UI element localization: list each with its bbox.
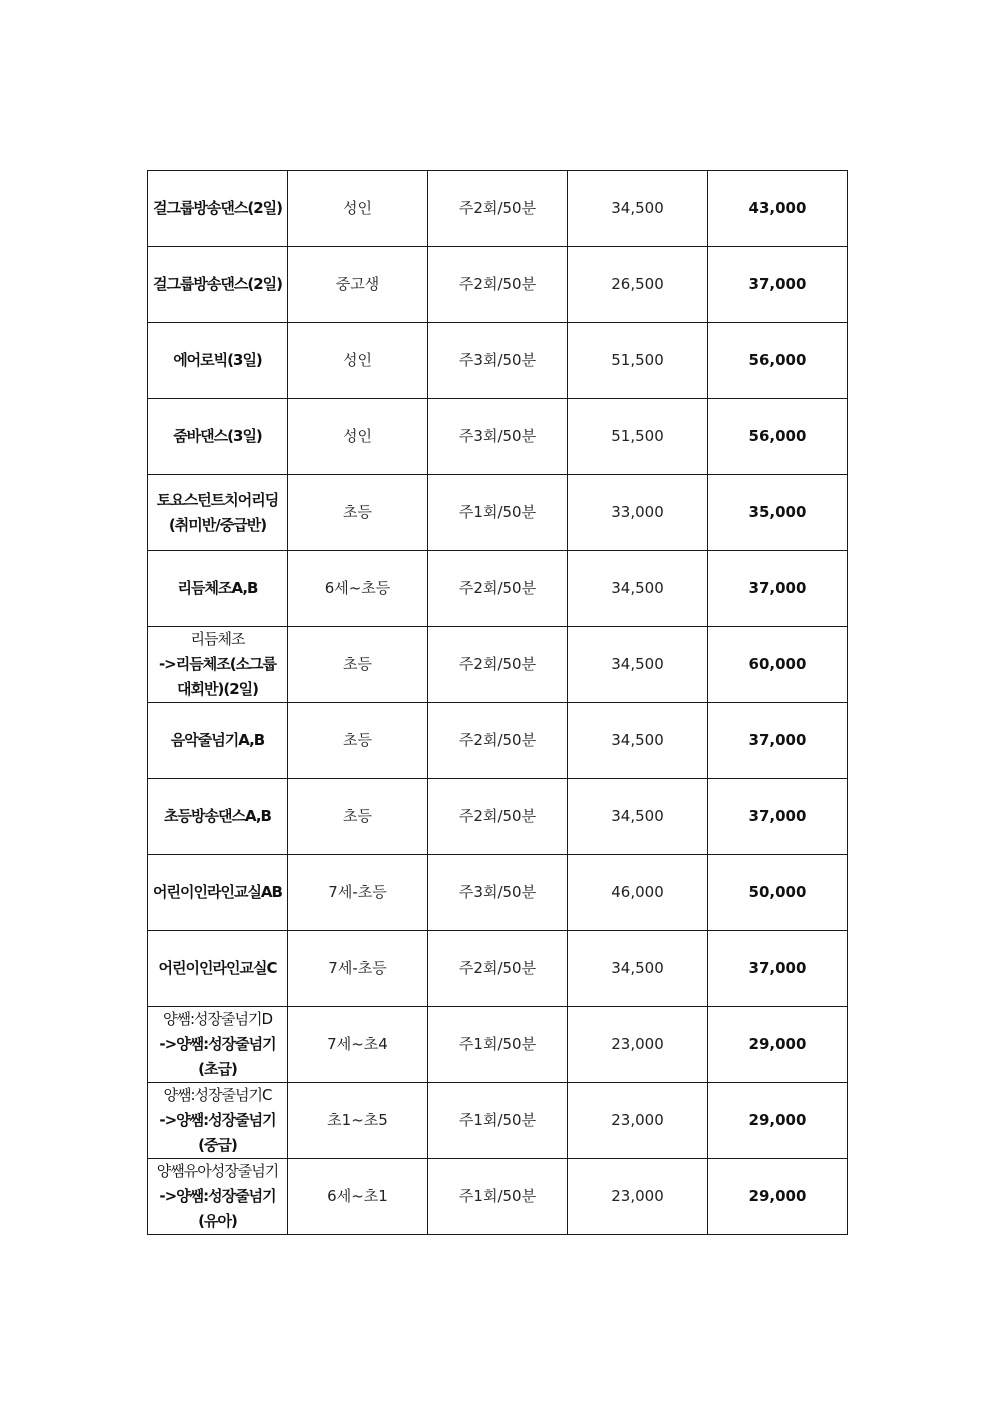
target-cell: 7세-초등 — [288, 855, 428, 931]
fee-b-cell: 29,000 — [708, 1159, 848, 1235]
fee-a-cell: 34,500 — [568, 551, 708, 627]
target-cell: 초1~초5 — [288, 1083, 428, 1159]
program-name-line: 어린이인라인교실C — [158, 959, 277, 977]
fee-b-cell: 29,000 — [708, 1083, 848, 1159]
program-name-line: ->리듬체조(소그룹 — [158, 655, 277, 673]
program-name-cell — [148, 1007, 288, 1083]
frequency-cell: 주1회/50분 — [428, 475, 568, 551]
target-cell: 성인 — [288, 399, 428, 475]
program-name-line: ->양쌤:성장줄넘기 — [159, 1035, 276, 1053]
table-row — [148, 779, 848, 855]
program-name-line: (초급) — [198, 1060, 237, 1078]
fee-a-cell: 26,500 — [568, 247, 708, 323]
fee-a-cell: 34,500 — [568, 171, 708, 247]
fee-b-cell: 56,000 — [708, 399, 848, 475]
table-row — [148, 1083, 848, 1159]
fee-a-cell: 33,000 — [568, 475, 708, 551]
frequency-cell: 주2회/50분 — [428, 779, 568, 855]
fee-b-cell: 37,000 — [708, 247, 848, 323]
frequency-cell: 주2회/50분 — [428, 171, 568, 247]
table-row — [148, 399, 848, 475]
program-name-cell — [148, 551, 288, 627]
table-row — [148, 855, 848, 931]
program-name-cell — [148, 247, 288, 323]
target-cell: 중고생 — [288, 247, 428, 323]
program-name-cell — [148, 323, 288, 399]
fee-b-cell: 37,000 — [708, 551, 848, 627]
fee-a-cell: 34,500 — [568, 627, 708, 703]
frequency-cell: 주3회/50분 — [428, 323, 568, 399]
program-name-cell — [148, 779, 288, 855]
program-name-line: 걸그룹방송댄스(2일) — [152, 199, 283, 217]
target-cell: 초등 — [288, 627, 428, 703]
table-row — [148, 247, 848, 323]
table-row — [148, 1007, 848, 1083]
program-name-cell — [148, 931, 288, 1007]
fee-b-cell: 60,000 — [708, 627, 848, 703]
program-name-cell — [148, 399, 288, 475]
fee-a-cell: 23,000 — [568, 1083, 708, 1159]
table-row — [148, 627, 848, 703]
fee-b-cell: 37,000 — [708, 779, 848, 855]
program-name-line: 리듬체조A,B — [177, 579, 258, 597]
program-name-line: 걸그룹방송댄스(2일) — [152, 275, 283, 293]
table-row — [148, 171, 848, 247]
frequency-cell: 주2회/50분 — [428, 931, 568, 1007]
target-cell: 7세~초4 — [288, 1007, 428, 1083]
table-row — [148, 475, 848, 551]
fee-a-cell: 34,500 — [568, 779, 708, 855]
target-cell: 초등 — [288, 703, 428, 779]
program-name-cell — [148, 855, 288, 931]
table-row — [148, 323, 848, 399]
program-name-line: (중급) — [198, 1136, 237, 1154]
program-name-line: 양쌤유아성장줄넘기 — [156, 1162, 279, 1180]
target-cell: 성인 — [288, 323, 428, 399]
target-cell: 7세-초등 — [288, 931, 428, 1007]
frequency-cell: 주1회/50분 — [428, 1159, 568, 1235]
fee-a-cell: 34,500 — [568, 703, 708, 779]
fee-a-cell: 46,000 — [568, 855, 708, 931]
frequency-cell: 주2회/50분 — [428, 627, 568, 703]
program-name-line: 어린이인라인교실AB — [153, 883, 282, 901]
target-cell: 초등 — [288, 779, 428, 855]
program-name-line: ->양쌤:성장줄넘기 — [159, 1187, 276, 1205]
table-row — [148, 703, 848, 779]
target-cell: 성인 — [288, 171, 428, 247]
fee-a-cell: 34,500 — [568, 931, 708, 1007]
frequency-cell: 주1회/50분 — [428, 1007, 568, 1083]
target-cell: 초등 — [288, 475, 428, 551]
program-fee-table — [147, 170, 848, 1235]
program-name-line: 대회반)(2일) — [177, 680, 258, 698]
program-name-line: 음악줄넘기A,B — [170, 731, 265, 749]
program-name-cell — [148, 1159, 288, 1235]
frequency-cell: 주3회/50분 — [428, 399, 568, 475]
target-cell: 6세~초1 — [288, 1159, 428, 1235]
frequency-cell: 주1회/50분 — [428, 1083, 568, 1159]
program-name-line: 줌바댄스(3일) — [173, 427, 262, 445]
frequency-cell: 주2회/50분 — [428, 703, 568, 779]
frequency-cell: 주2회/50분 — [428, 247, 568, 323]
fee-a-cell: 51,500 — [568, 323, 708, 399]
program-name-line: ->양쌤:성장줄넘기 — [159, 1111, 276, 1129]
program-name-line: 양쌤:성장줄넘기C — [163, 1086, 272, 1104]
program-name-line: 토요스턴트치어리딩 — [156, 490, 279, 509]
target-cell: 6세~초등 — [288, 551, 428, 627]
fee-a-cell: 23,000 — [568, 1159, 708, 1235]
fee-b-cell: 43,000 — [708, 171, 848, 247]
fee-a-cell: 51,500 — [568, 399, 708, 475]
program-name-line: 에어로빅(3일) — [173, 351, 262, 369]
program-name-line: (취미반/중급반) — [168, 515, 267, 534]
fee-b-cell: 50,000 — [708, 855, 848, 931]
fee-b-cell: 37,000 — [708, 703, 848, 779]
fee-a-cell: 23,000 — [568, 1007, 708, 1083]
program-name-line: (유아) — [198, 1212, 237, 1230]
program-name-cell — [148, 171, 288, 247]
frequency-cell: 주3회/50분 — [428, 855, 568, 931]
fee-b-cell: 35,000 — [708, 475, 848, 551]
program-name-line: 초등방송댄스A,B — [164, 807, 271, 825]
program-name-line: 리듬체조 — [190, 630, 245, 648]
table-row — [148, 931, 848, 1007]
program-name-cell — [148, 475, 288, 551]
table-row — [148, 1159, 848, 1235]
fee-b-cell: 37,000 — [708, 931, 848, 1007]
program-name-cell — [148, 627, 288, 703]
fee-table-body — [148, 171, 848, 1235]
table-row — [148, 551, 848, 627]
fee-b-cell: 56,000 — [708, 323, 848, 399]
program-name-line: 양쌤:성장줄넘기D — [162, 1010, 273, 1028]
frequency-cell: 주2회/50분 — [428, 551, 568, 627]
program-name-cell — [148, 1083, 288, 1159]
program-name-cell — [148, 703, 288, 779]
fee-b-cell: 29,000 — [708, 1007, 848, 1083]
